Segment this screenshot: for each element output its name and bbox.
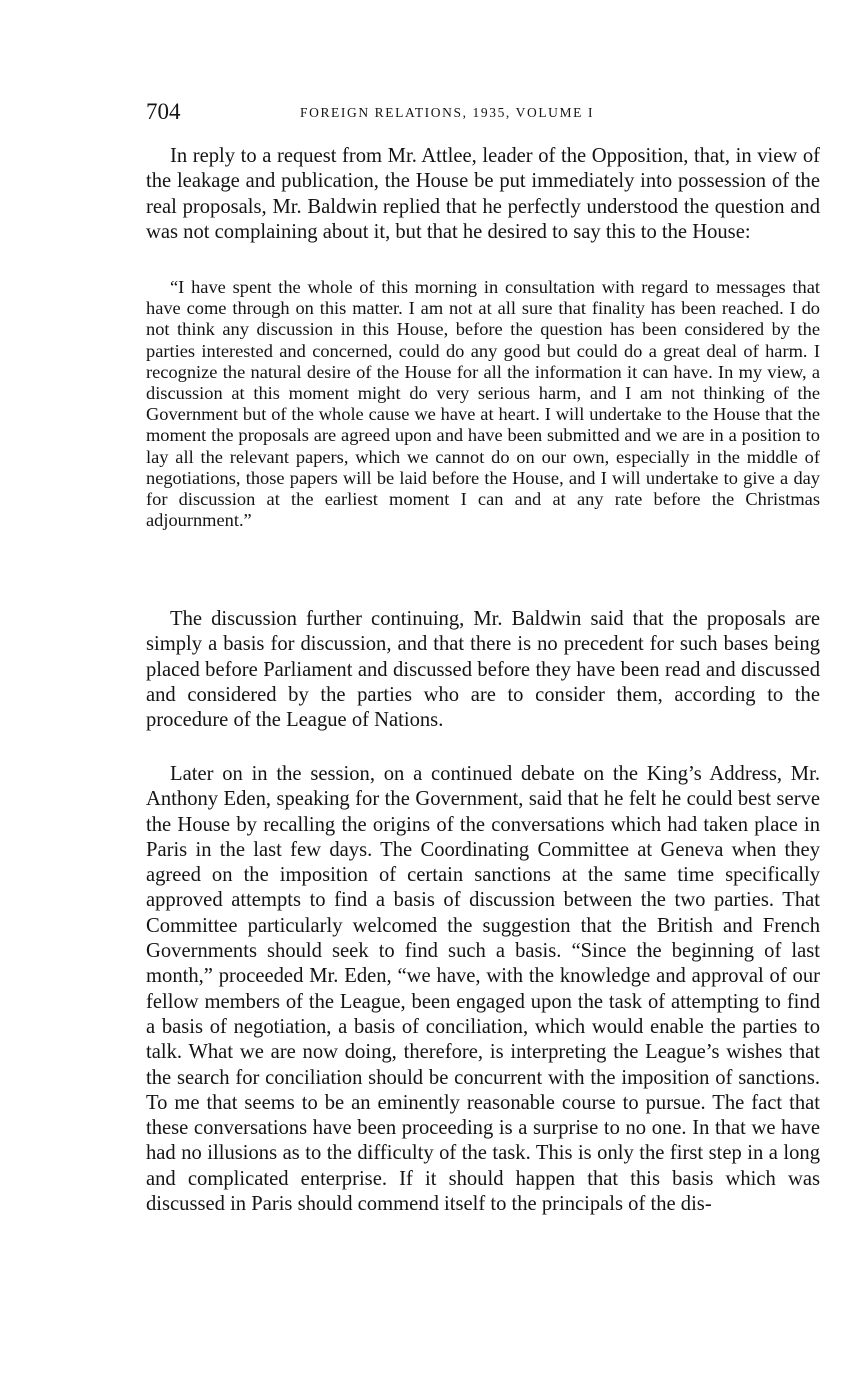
body-paragraph: In reply to a request from Mr. Attlee, leader of the Opposition, that, in view of the leakage and publication, the House be put immediately into possession of the real proposals, Mr. Baldwin replied that he perfectly understood the question and was not complaining about it, but that he desired to say this to the House: xyxy=(146,145,820,243)
body-paragraph: Later on in the session, on a continued debate on the King’s Address, Mr. Anthony Eden, speaking for the Government, said that he felt he could best serve the House by recalling the origins of the conversations which had taken place in Paris in the last few days. The Coordinating Committee at Geneva when they agreed on the imposition of certain sanctions at the same time specifically approved attempts to find a basis of discussion between the two parties. That Committee particularly welcomed the suggestion that the British and French Governments should seek to find such a basis. “Since the beginning of last month,” proceeded Mr. Eden, “we have, with the knowledge and approval of our fellow members of the League, been engaged upon the task of attempting to find a basis of negotiation, a basis of conciliation, which would enable the parties to talk. What we are now doing, therefore, is interpreting the League’s wishes that the search for conciliation should be concurrent with the imposition of sanctions. To me that seems to be an eminently reasonable course to pursue. The fact that these conversations have been proceeding is a surprise to no one. In that we have had no illusions as to the difficulty of the task. This is only the first step in a long and complicated enterprise. If it should happen that this basis which was discussed in Paris should commend itself to the principals of the dis- xyxy=(146,763,820,1216)
block-quote: “I have spent the whole of this morning in consultation with regard to messages that have come through on this matter. I am not at all sure that finality has been reached. I do not think any discussion in this House, before the question has been considered by the parties interested and concerned, could do any good but could do a great deal of harm. I recognize the natural desire of the House for all the information it can have. In my view, a discussion at this moment might do very serious harm, and I am not thinking of the Government but of the whole cause we have at heart. I will undertake to the House that the moment the proposals are agreed upon and have been submitted and we are in a position to lay all the relevant papers, which we cannot do on our own, especially in the middle of negotiations, those papers will be laid before the House, and I will undertake to give a day for discussion at the earliest moment I can and at any rate before the Christmas adjournment.” xyxy=(146,277,820,531)
page-header xyxy=(146,96,818,130)
page-number: 704 xyxy=(146,99,181,124)
running-head: FOREIGN RELATIONS, 1935, VOLUME I xyxy=(300,105,595,120)
body-paragraph: The discussion further continuing, Mr. Baldwin said that the proposals are simply a basis for discussion, and that there is no precedent for such bases being placed before Parliament and discussed before they have been read and discussed and considered by the parties who are to consider them, according to the procedure of the League of Nations. xyxy=(146,608,820,732)
